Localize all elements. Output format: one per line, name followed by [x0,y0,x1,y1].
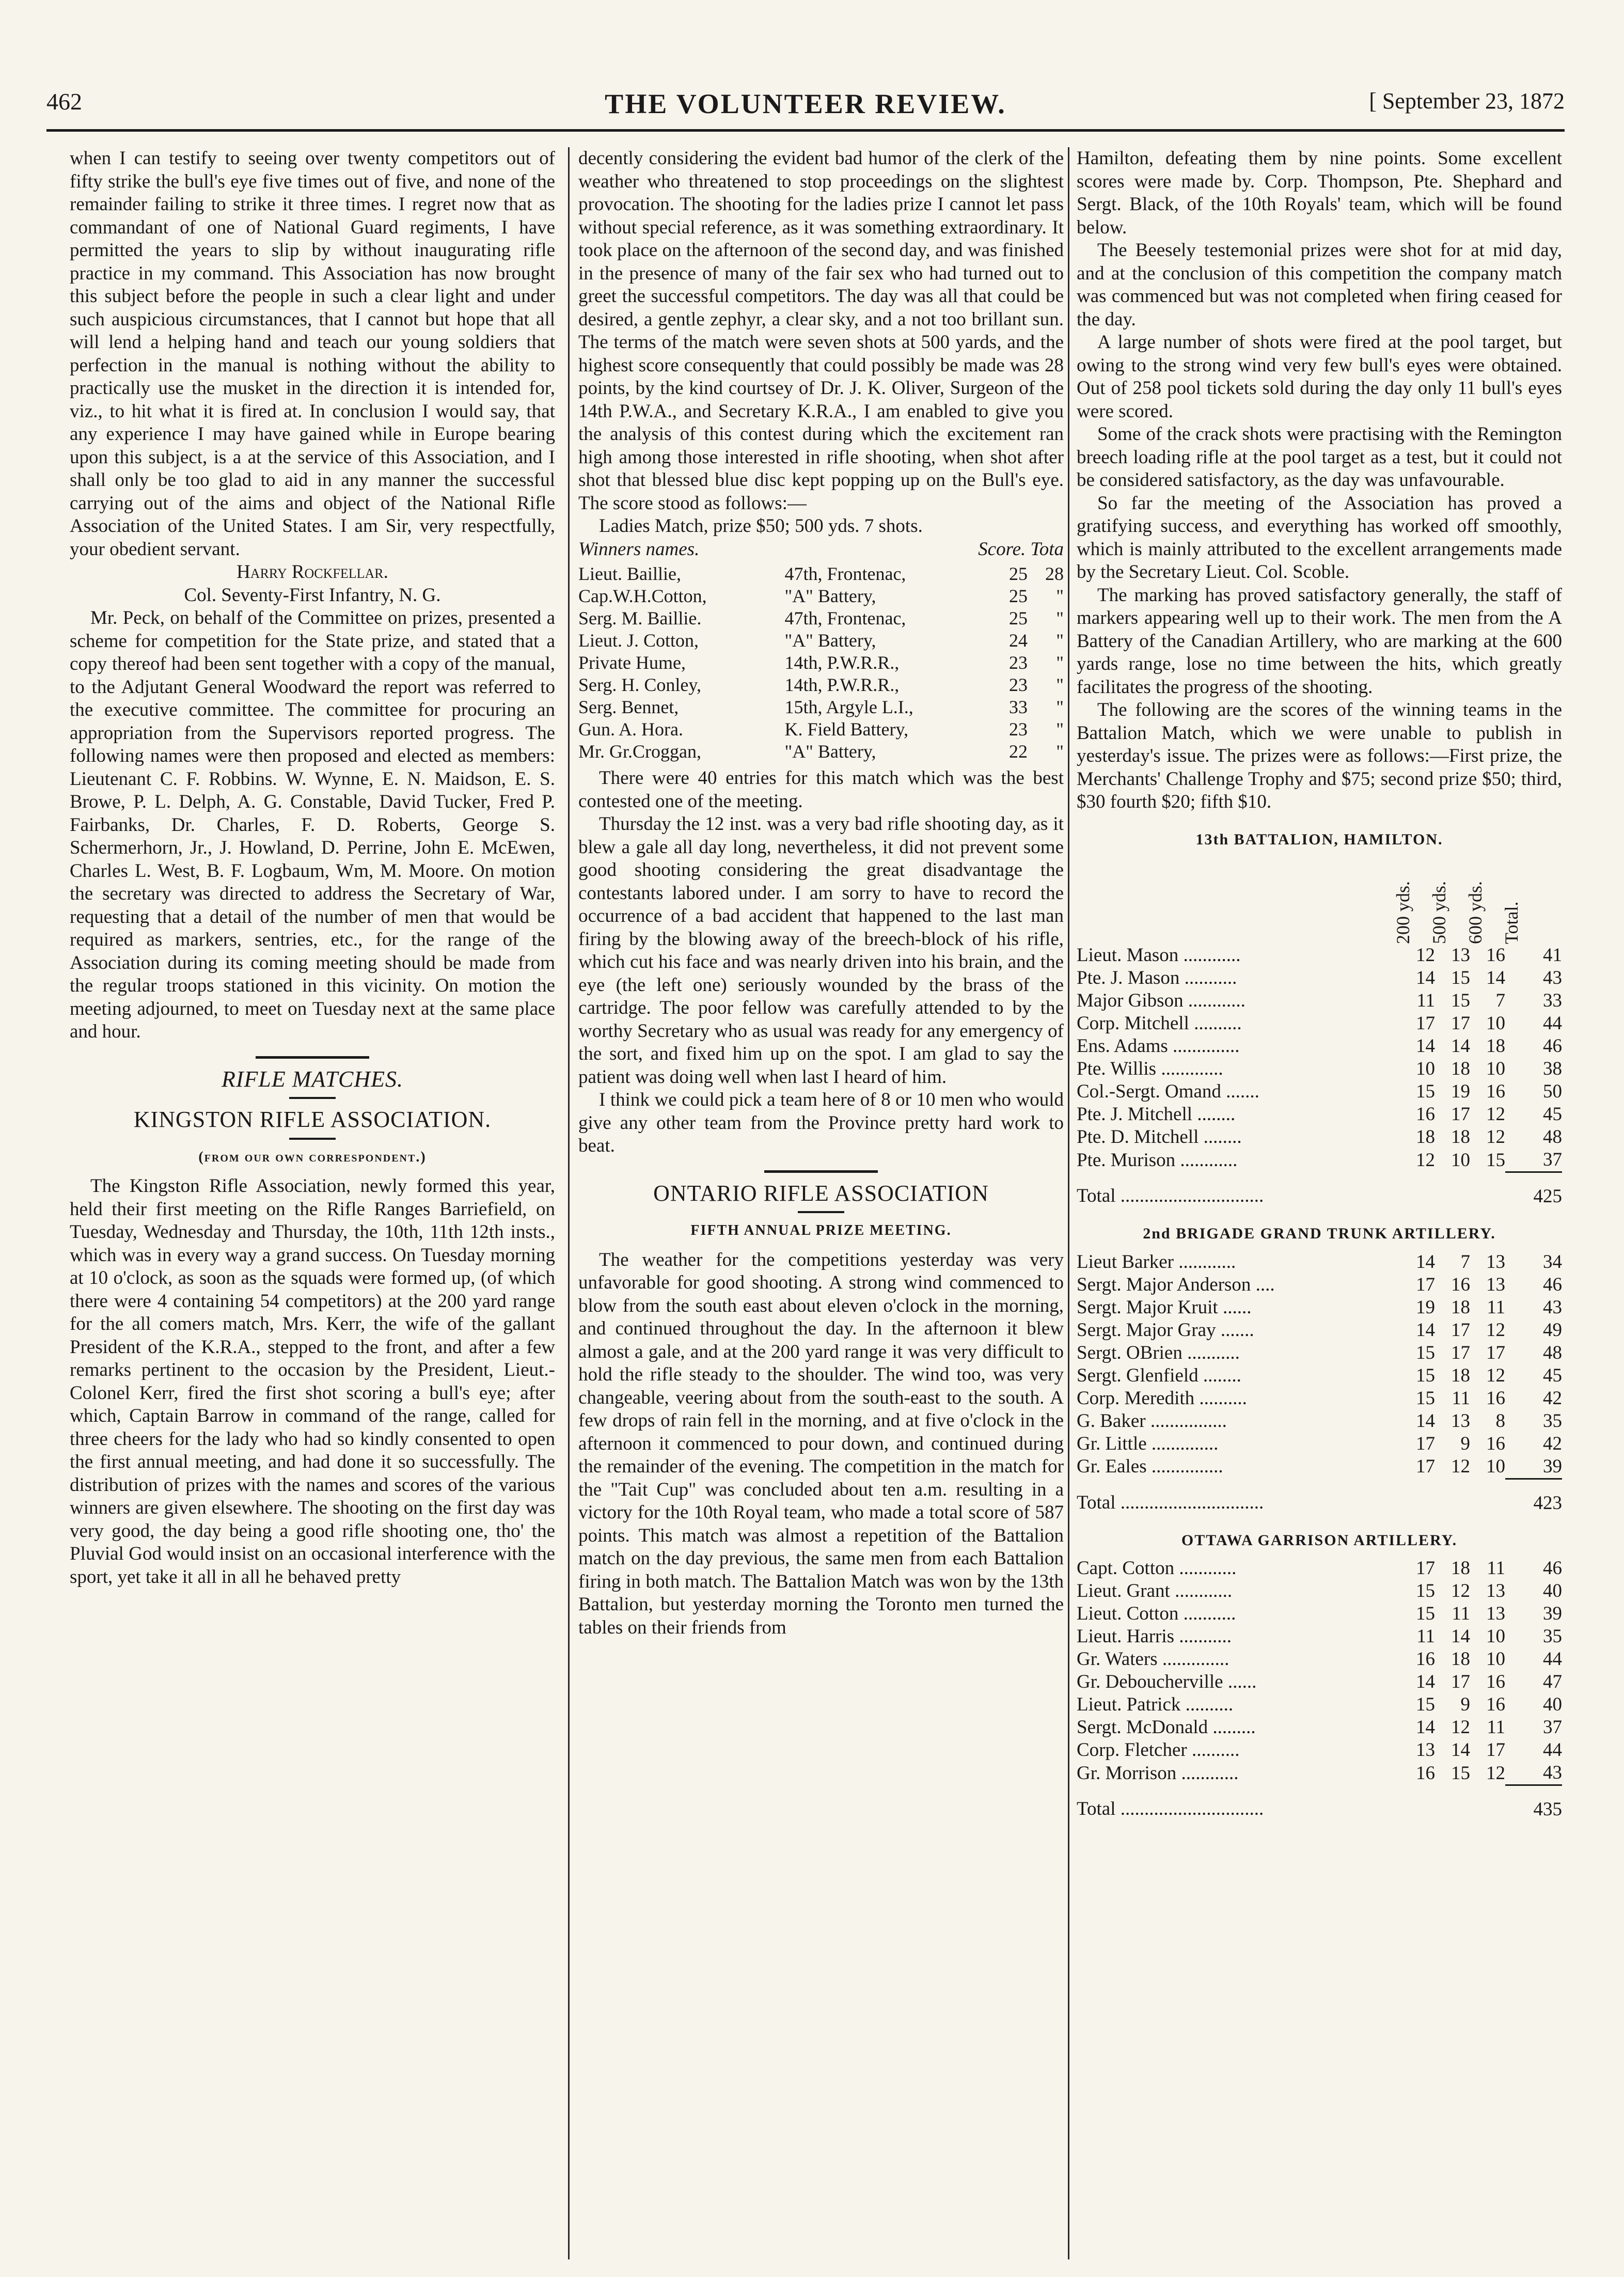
score-cell: 18 [1486,1035,1505,1057]
total-cell: 42 [1543,1387,1562,1409]
score-cell: 11 [1487,1717,1505,1738]
competitor-name: Lieut. Cotton ........... [1077,1603,1236,1624]
column-2 [578,147,1064,2265]
competitor-name: Sergt. McDonald ......... [1077,1717,1256,1738]
total-cell: " [1056,674,1064,695]
table-row [578,718,1064,741]
score-cell: 7 [1495,990,1505,1011]
score-cell: 18 [1451,1058,1470,1079]
table-row [1077,1012,1562,1035]
paragraph: The weather for the competitions yesterday was very unfavorable for good shooting. A strong wind commenced to blow from the south east about eleven o'clock in the morning, and continued throughout the day. In the afternoon it blew almost a gale, and at the 200 yard range it was very difficult to hold the rifle steady to the shoulder. The wind too, was very changeable, veering about from the south-east to the south. A few drops of rain fell in the morning, and at five o'clock in the afternoon it commenced to pour down, and continued during the remainder of the evening. The competition in the match for the "Tait Cup" was concluded about ten a.m. resulting in a victory for the 10th Royal team, who made a total score of 587 points. This match was almost a repetition of the Battalion match on the day previous, the same men from each Battalion firing in both match. The Battalion Match was won by the 13th Battalion, but yesterday morning the Toronto men turned the tables on their friends from [578,1249,1064,1638]
score-cell: 13 [1416,1739,1435,1761]
total-cell: 39 [1543,1603,1562,1624]
score-cell: 25 [1009,563,1028,584]
competitor-name: Lieut. Patrick .......... [1077,1694,1234,1715]
score-cell: 25 [1009,586,1028,606]
score-cell: 24 [1009,630,1028,651]
total-cell: 44 [1543,1648,1562,1670]
paragraph: The marking has proved satisfactory generally, the staff of markers appearing well up to their work. The men from the A Battery of the Canadian Artillery, who are marking at the 600 yards range, lose no time between the hits, which greatly facilitates the progress of the shooting. [1077,584,1562,698]
score-cell: 11 [1416,990,1435,1011]
competitor-name: Sergt. Major Gray ....... [1077,1319,1254,1341]
score-cell: 17 [1416,1433,1435,1454]
table-row [1077,1557,1562,1580]
score-cell: 12 [1486,1364,1505,1386]
competitor-unit: 14th, P.W.R.R., [784,674,900,695]
table-row [578,563,1064,585]
score-cell: 33 [1009,697,1028,717]
score-cell: 11 [1487,1296,1505,1318]
score-cell: 10 [1486,1058,1505,1079]
score-cell: 15 [1416,1364,1435,1386]
competitor-unit: "A" Battery, [784,630,876,651]
competitor-name: Serg. H. Conley, [578,674,701,695]
total-row [1077,1172,1562,1208]
score-cell: 18 [1451,1296,1470,1318]
score-cell: 16 [1486,1387,1505,1409]
score-cell: 15 [1416,1603,1435,1624]
score-cell: 16 [1486,945,1505,966]
score-cell: 9 [1460,1433,1470,1454]
score-cell: 11 [1416,1626,1435,1647]
competitor-name: Sergt. Major Anderson .... [1077,1274,1275,1295]
table-row [1077,1716,1562,1739]
score-cell: 14 [1451,1626,1470,1647]
competitor-unit: 15th, Argyle L.I., [784,697,913,717]
competitor-name: Corp. Mitchell .......... [1077,1013,1242,1034]
article-heading: KINGSTON RIFLE ASSOCIATION. [133,1107,492,1132]
total-cell: 43 [1543,1296,1562,1318]
score-cell: 9 [1460,1694,1470,1715]
total-cell: 40 [1543,1694,1562,1715]
total-label: Total .............................. [1077,1491,1264,1513]
competitor-name: Private Hume, [578,652,686,673]
score-label: Score. Tota [978,538,1064,560]
table-row [1077,1580,1562,1603]
score-cell: 23 [1009,719,1028,740]
column-1 [70,147,555,2265]
total-cell: 40 [1543,1580,1562,1601]
publication-title: THE VOLUNTEER REVIEW. [605,88,1006,119]
score-cell: 11 [1452,1387,1470,1409]
score-cell: 17 [1416,1274,1435,1295]
table-row [1077,1103,1562,1126]
score-cell: 13 [1486,1251,1505,1273]
score-cell: 15 [1451,967,1470,988]
total-cell: " [1056,719,1064,740]
score-cell: 17 [1451,1671,1470,1692]
score-cell: 15 [1416,1580,1435,1601]
column-rule [568,147,570,2259]
score-cell: 14 [1451,1739,1470,1761]
table-row [578,630,1064,652]
total-cell: 38 [1543,1058,1562,1079]
table-row [578,741,1064,763]
competitor-name: Col.-Sergt. Omand ....... [1077,1081,1259,1102]
score-cell: 17 [1451,1104,1470,1125]
score-cell: 14 [1416,1251,1435,1273]
score-cell: 17 [1486,1739,1505,1761]
score-cell: 17 [1451,1319,1470,1341]
total-cell: 37 [1543,1717,1562,1738]
yardage-header [1077,856,1557,944]
competitor-name: Gun. A. Hora. [578,719,683,740]
table-row [578,652,1064,674]
competitor-name: Gr. Eales ............... [1077,1456,1223,1478]
competitor-name: Cap.W.H.Cotton, [578,586,707,606]
competitor-name: Lieut. Mason ............ [1077,945,1241,966]
score-cell: 10 [1486,1626,1505,1647]
total-cell: 48 [1543,1342,1562,1363]
score-cell: 17 [1416,1456,1435,1478]
score-cell: 18 [1451,1364,1470,1386]
competitor-name: Serg. Bennet, [578,697,679,717]
section-divider [764,1170,878,1173]
team-heading: 13th BATTALION, HAMILTON. [1195,830,1443,848]
competitor-name: Mr. Gr.Croggan, [578,741,701,762]
competitor-name: Lieut Barker ............ [1077,1251,1236,1273]
score-cell: 10 [1451,1149,1470,1171]
competitor-name: Gr. Waters .............. [1077,1648,1229,1670]
total-cell: " [1056,697,1064,717]
score-cell: 14 [1486,967,1505,988]
paragraph: There were 40 entries for this match which was the best contested one of the meeting. [578,767,1064,812]
score-cell: 12 [1451,1580,1470,1601]
total-cell: 49 [1543,1319,1562,1341]
table-row [1077,1433,1562,1455]
paragraph: The Kingston Rifle Association, newly formed this year, held their first meeting on the Rifle Ranges Barriefield, on Tuesday, Wednesday and Thursday, the 10th, 11th 12th insts., which was in every way a grand success. On Tuesday morning at 10 o'clock, as soon as the squads were formed up, (of which there were 4 containing 54 competitors) at the 200 yard range for the all comers match, Mrs. Kerr, the wife of the gallant President of the K.R.A., stepped to the front, and after a few remarks pertinent to the occasion by the President, Lieut.-Colonel Kerr, fired the first shot scoring a bull's eye; after which, Captain Barrow in command of the range, called for three cheers for the lady who had so kindly consented to open the first annual meeting, and had done it so successfully. The distribution of prizes with the names and scores of the various winners are given elsewhere. The shooting on the first day was very good, the day being a good rifle shooting one, tho' the Pluvial God would insist on an occasional interference with the sport, yet take it all in all he behaved pretty [70,1175,555,1588]
competitor-name: Pte. Willis ............. [1077,1058,1223,1079]
competitor-name: Pte. D. Mitchell ........ [1077,1126,1242,1148]
score-cell: 15 [1451,990,1470,1011]
competitor-unit: "A" Battery, [784,586,876,606]
paragraph: Some of the crack shots were practising with the Remington breech loading rifle at the pool target as a test, but it could not be considered satisfactory, as the day was unfavourable. [1077,423,1562,491]
total-cell: " [1056,741,1064,762]
article-heading: ONTARIO RIFLE ASSOCIATION [653,1180,989,1206]
winners-label: Winners names. [578,538,700,560]
score-cell: 14 [1416,1671,1435,1692]
competitor-name: Sergt. Glenfield ........ [1077,1364,1241,1386]
table-row [1077,1455,1562,1479]
competitor-name: Lieut. Grant ............ [1077,1580,1233,1601]
score-cell: 16 [1451,1274,1470,1295]
paragraph: A large number of shots were fired at the pool target, but owing to the strong wind very few bull's eyes were obtained. Out of 258 pool tickets sold during the day only 11 bull's eyes were scored. [1077,332,1562,422]
paragraph: when I can testify to seeing over twenty competitors out of fifty strike the bull's eye five times out of five, and none of the remainder failing to strike it three times. I regret now that as commandant of one of National Guard regiments, I have permitted the years to slip by without inaugurating rifle practice in my command. This Association has now brought this subject before the people in such a clear light and under such auspicious circumstances, that I cannot but hope that all will lend a helping hand and teach our young soldiers that perfection in the manual is nothing without the ability to practically use the musket in the direction it is intended for, viz., to hit what it is fired at. In conclusion I would say, that any experience I may have gained while in Europe bearing upon this subject, is a at the service of this Association, and I shall only be too glad to aid in any manner the successful carrying out of the aims and object of the National Rifle Association of the United States. I am Sir, very respectfully, your obedient servant. [70,148,555,560]
total-cell: 43 [1543,967,1562,988]
total-cell: 44 [1543,1739,1562,1761]
table-row [1077,1387,1562,1410]
score-cell: 16 [1416,1648,1435,1670]
ladies-match-table [578,563,1064,763]
table-row [1077,1149,1562,1172]
total-cell: 37 [1543,1149,1562,1170]
article-subheading: (from our own correspondent.) [198,1149,427,1165]
total-cell: 46 [1543,1274,1562,1295]
table-row [1077,1296,1562,1319]
table-row [1077,1126,1562,1149]
competitor-name: Lieut. Baillie, [578,563,681,584]
total-cell: 41 [1543,945,1562,966]
total-cell: " [1056,630,1064,651]
competitor-name: Capt. Cotton ............ [1077,1558,1237,1579]
competitor-name: Serg. M. Baillie. [578,608,702,629]
score-cell: 18 [1451,1648,1470,1670]
section-divider [256,1056,369,1059]
total-cell: 48 [1543,1126,1562,1148]
score-cell: 12 [1486,1126,1505,1148]
competitor-unit: K. Field Battery, [784,719,909,740]
team-total: 423 [1505,1479,1562,1515]
total-cell: 45 [1543,1104,1562,1125]
score-cell: 12 [1451,1717,1470,1738]
score-cell: 12 [1416,945,1435,966]
paragraph: decently considering the evident bad humor of the clerk of the weather who threatened to stop proceedings on the slightest provocation. The shooting for the ladies prize I cannot let pass without special reference, as it was something extraordinary. It took place on the afternoon of the second day, and was finished in the presence of many of the fair sex who had turned out to greet the successful competitors. The day was all that could be desired, a gentle zephyr, a clear sky, and a not too brillant sun. The terms of the match were seven shots at 500 yards, and the highest score consequently that could possibly be made was 28 points, by the kind courtsey of Dr. J. K. Oliver, Surgeon of the 14th P.W.A., and Secretary K.R.A., I am enabled to give you the analysis of this contest during which the excitement ran high among those interested in rifle shooting, when shot after shot that blessed blue disc kept popping up on the Bull's eye. The score stood as follows:— [578,148,1064,514]
table-row [578,696,1064,718]
score-cell: 12 [1486,1319,1505,1341]
table-row [1077,1251,1562,1274]
score-cell: 22 [1009,741,1028,762]
issue-date: [ September 23, 1872 [1369,88,1565,114]
paragraph: So far the meeting of the Association has proved a gratifying success, and everything has worked off smoothly, which is mainly attributed to the excellent arrangements made by the Secretary Lieut. Col. Scoble. [1077,492,1562,583]
competitor-name: Corp. Fletcher .......... [1077,1739,1240,1761]
score-cell: 17 [1451,1342,1470,1363]
score-cell: 13 [1451,1410,1470,1432]
team-score-table [1077,1557,1562,1821]
team-score-table [1077,944,1562,1208]
table-row [1077,1319,1562,1342]
signature-name: Harry Rockfellar. [236,561,388,583]
competitor-name: Sergt. OBrien ........... [1077,1342,1240,1363]
competitor-name: Lieut. Harris ........... [1077,1626,1232,1647]
competitor-name: Lieut. J. Cotton, [578,630,699,651]
score-cell: 10 [1416,1058,1435,1079]
table-row [1077,1693,1562,1716]
paragraph: Hamilton, defeating them by nine points. Some excellent scores were made by. Corp. Thompson, Pte. Shephard and Sergt. Black, of the 10th Royals' team, which will be found below. [1077,148,1562,238]
section-heading: RIFLE MATCHES. [221,1066,404,1092]
score-cell: 14 [1416,1410,1435,1432]
page-number: 462 [46,88,82,115]
score-cell: 12 [1486,1104,1505,1125]
total-cell: 50 [1543,1081,1562,1102]
total-label: Total .............................. [1077,1185,1264,1207]
table-row [1077,990,1562,1012]
total-cell: 34 [1543,1251,1562,1273]
total-cell: 39 [1543,1455,1562,1477]
score-cell: 17 [1451,1013,1470,1034]
score-cell: 16 [1416,1104,1435,1125]
total-cell: 46 [1543,1035,1562,1057]
score-cell: 25 [1009,608,1028,629]
team-score-table [1077,1251,1562,1515]
score-cell: 12 [1451,1456,1470,1478]
table-row [578,585,1064,607]
score-cell: 14 [1451,1035,1470,1057]
table-row [1077,1342,1562,1364]
total-cell: " [1056,586,1064,606]
competitor-name: Pte. Murison ............ [1077,1149,1238,1171]
score-cell: 18 [1416,1126,1435,1148]
table-row [1077,1671,1562,1693]
total-label: Total .............................. [1077,1798,1264,1820]
paragraph: Mr. Peck, on behalf of the Committee on prizes, presented a scheme for competition for the State prize, and stated that a copy thereof had been sent together with a copy of the manual, to the Adjutant General Woodward the report was referred to the executive committee. The committee for procuring an appropriation from the Supervisors reported progress. The following names were then proposed and elected as members: Lieutenant C. F. Robbins. W. Wynne, E. N. Maidson, E. S. Browe, P. L. Delph, A. G. Constable, David Tucker, Fred P. Fairbanks, Dr. Charles, F. D. Roberts, George S. Schermerhorn, Jr., J. Howland, D. Perrine, John E. McEwen, Charles L. West, B. F. Logbaum, Wm, M. Moore. On motion the secretary was directed to address the Secretary of War, requesting that a detail of the number of men that would be required as markers, sentries, etc., for the range of the Association during its coming meeting should be made from the regular troops stationed in this vicinity. On motion the meeting adjourned, to meet on Tuesday next at the same place and hour. [70,607,555,1042]
score-cell: 14 [1416,1035,1435,1057]
score-cell: 18 [1451,1126,1470,1148]
score-cell: 11 [1452,1603,1470,1624]
competitor-unit: 14th, P.W.R.R., [784,652,900,673]
yard-label: 600 yds. [1465,881,1486,944]
total-cell: 28 [1045,563,1064,584]
score-cell: 13 [1486,1580,1505,1601]
score-cell: 15 [1416,1387,1435,1409]
score-cell: 17 [1486,1342,1505,1363]
masthead [46,88,1565,132]
total-label: Total. [1501,901,1522,944]
paragraph: I think we could pick a team here of 8 or 10 men who would give any other team from the Province pretty hard work to beat. [578,1089,1064,1156]
competitor-name: Gr. Morrison ............ [1077,1762,1239,1784]
table-row [1077,1603,1562,1625]
score-cell: 10 [1486,1013,1505,1034]
score-cell: 16 [1416,1762,1435,1784]
score-cell: 23 [1009,652,1028,673]
total-cell: 43 [1543,1762,1562,1783]
score-cell: 17 [1416,1558,1435,1579]
score-cell: 10 [1486,1648,1505,1670]
table-row [1077,1648,1562,1671]
score-cell: 14 [1416,1717,1435,1738]
competitor-unit: 47th, Frontenac, [784,563,906,584]
team-total: 425 [1505,1172,1562,1208]
score-cell: 16 [1486,1433,1505,1454]
score-cell: 7 [1460,1251,1470,1273]
total-cell: " [1056,652,1064,673]
table-row [1077,1762,1562,1785]
table-row [1077,1410,1562,1433]
table-row [1077,1274,1562,1296]
table-row [1077,1080,1562,1103]
score-cell: 14 [1416,1319,1435,1341]
total-cell: 45 [1543,1364,1562,1386]
score-cell: 16 [1486,1671,1505,1692]
total-cell: 42 [1543,1433,1562,1454]
yard-label: 500 yds. [1429,881,1449,944]
score-cell: 16 [1486,1081,1505,1102]
score-cell: 23 [1009,674,1028,695]
paragraph: The following are the scores of the winning teams in the Battalion Match, which we were unable to publish in yesterday's issue. The prizes were as follows:—First prize, the Merchants' Challenge Trophy and $75; second prize $50; third, $30 fourth $20; fifth $10. [1077,699,1562,812]
yard-label: 200 yds. [1393,881,1413,944]
total-cell: 46 [1543,1558,1562,1579]
table-row [1077,1625,1562,1648]
total-cell: 33 [1543,990,1562,1011]
column-3 [1077,147,1562,2265]
score-cell: 13 [1486,1274,1505,1295]
competitor-name: Gr. Little .............. [1077,1433,1219,1454]
table-row [1077,1035,1562,1058]
score-cell: 15 [1451,1762,1470,1784]
divider [289,1138,336,1140]
score-cell: 18 [1451,1558,1470,1579]
team-heading: OTTAWA GARRISON ARTILLERY. [1181,1531,1458,1549]
score-cell: 19 [1451,1081,1470,1102]
competitor-unit: "A" Battery, [784,741,876,762]
article-subheading: FIFTH ANNUAL PRIZE MEETING. [690,1222,952,1238]
competitor-name: Sergt. Major Kruit ...... [1077,1296,1252,1318]
divider [289,1097,336,1099]
competitor-name: Ens. Adams .............. [1077,1035,1240,1057]
competitor-name: Pte. J. Mason ........... [1077,967,1237,988]
score-cell: 12 [1486,1762,1505,1784]
competitor-name: Major Gibson ............ [1077,990,1245,1011]
divider [798,1211,844,1213]
score-cell: 15 [1416,1342,1435,1363]
total-cell: " [1056,608,1064,629]
paragraph: Thursday the 12 inst. was a very bad rifle shooting day, as it blew a gale all day long, nevertheless, it did not prevent some good shooting considering the great disadvantage the contestants labored under. I am sorry to have to record the occurrence of a bad accident that happened to the last man firing by the blowing away of the breech-block of his rifle, which cut his face and was nearly driven into his brain, and the eye (the left one) seriously wounded by the brass of the cartridge. The poor fellow was carefully attended to by the worthy Secretary who as usual was ready for any emergency of the sort, and fixed him up on the spot. I am glad to say the patient was doing well when last I heard of him. [578,813,1064,1088]
team-total: 435 [1505,1785,1562,1821]
score-cell: 16 [1486,1694,1505,1715]
competitor-name: Gr. Deboucherville ...... [1077,1671,1257,1692]
score-cell: 8 [1495,1410,1505,1432]
score-cell: 15 [1486,1149,1505,1171]
score-cell: 15 [1416,1081,1435,1102]
score-cell: 15 [1416,1694,1435,1715]
team-heading: 2nd BRIGADE GRAND TRUNK ARTILLERY. [1143,1225,1496,1242]
score-cell: 11 [1487,1558,1505,1579]
table-row [1077,967,1562,990]
total-cell: 35 [1543,1410,1562,1432]
table-row [1077,1058,1562,1080]
column-rule [1068,147,1069,2259]
table-row [1077,944,1562,967]
competitor-name: Corp. Meredith .......... [1077,1387,1247,1409]
total-cell: 44 [1543,1013,1562,1034]
score-cell: 17 [1416,1013,1435,1034]
paragraph: The Beesely testemonial prizes were shot for at mid day, and at the conclusion of this competition the company match was commenced but was not completed when firing ceased for the day. [1077,240,1562,330]
competitor-name: G. Baker ................ [1077,1410,1227,1432]
total-cell: 47 [1543,1671,1562,1692]
score-cell: 12 [1416,1149,1435,1171]
table-row [578,674,1064,696]
score-cell: 19 [1416,1296,1435,1318]
total-row [1077,1785,1562,1821]
ladies-match-title: Ladies Match, prize $50; 500 yds. 7 shots. [599,515,923,537]
table-row [578,607,1064,630]
score-cell: 14 [1416,967,1435,988]
signature-title: Col. Seventy-First Infantry, N. G. [184,584,441,606]
table-row [1077,1739,1562,1762]
score-cell: 13 [1451,945,1470,966]
score-cell: 10 [1486,1456,1505,1478]
total-cell: 35 [1543,1626,1562,1647]
total-row [1077,1479,1562,1515]
table-row [1077,1364,1562,1387]
score-cell: 13 [1486,1603,1505,1624]
ladies-table-header [578,538,1064,561]
competitor-unit: 47th, Frontenac, [784,608,906,629]
competitor-name: Pte. J. Mitchell ........ [1077,1104,1236,1125]
